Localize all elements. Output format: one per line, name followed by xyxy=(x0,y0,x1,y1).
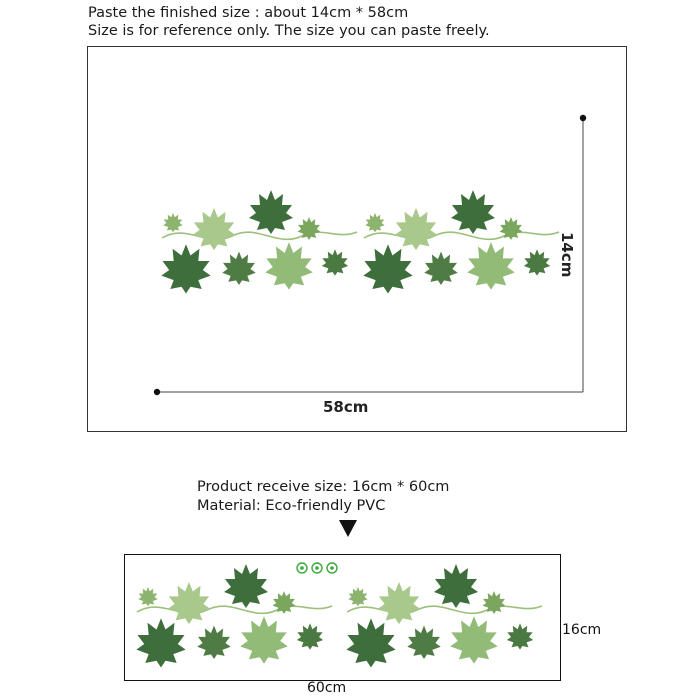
finished-height-label: 14cm xyxy=(558,232,576,278)
ivy-decal-preview xyxy=(161,190,559,294)
finished-width-dimension-line xyxy=(154,389,583,395)
down-arrow-icon xyxy=(339,520,357,537)
product-height-label: 16cm xyxy=(562,622,602,638)
header-size-text: Paste the finished size : about 14cm * 58cm xyxy=(88,5,409,21)
product-size-frame xyxy=(124,554,561,681)
finished-width-label: 58cm xyxy=(323,398,369,416)
product-receive-size-text: Product receive size: 16cm * 60cm xyxy=(197,479,450,495)
header-reference-text: Size is for reference only. The size you can paste freely. xyxy=(88,23,490,39)
material-text: Material: Eco-friendly PVC xyxy=(197,498,386,514)
finished-height-dimension-line xyxy=(580,115,586,392)
product-width-label: 60cm xyxy=(307,680,347,696)
